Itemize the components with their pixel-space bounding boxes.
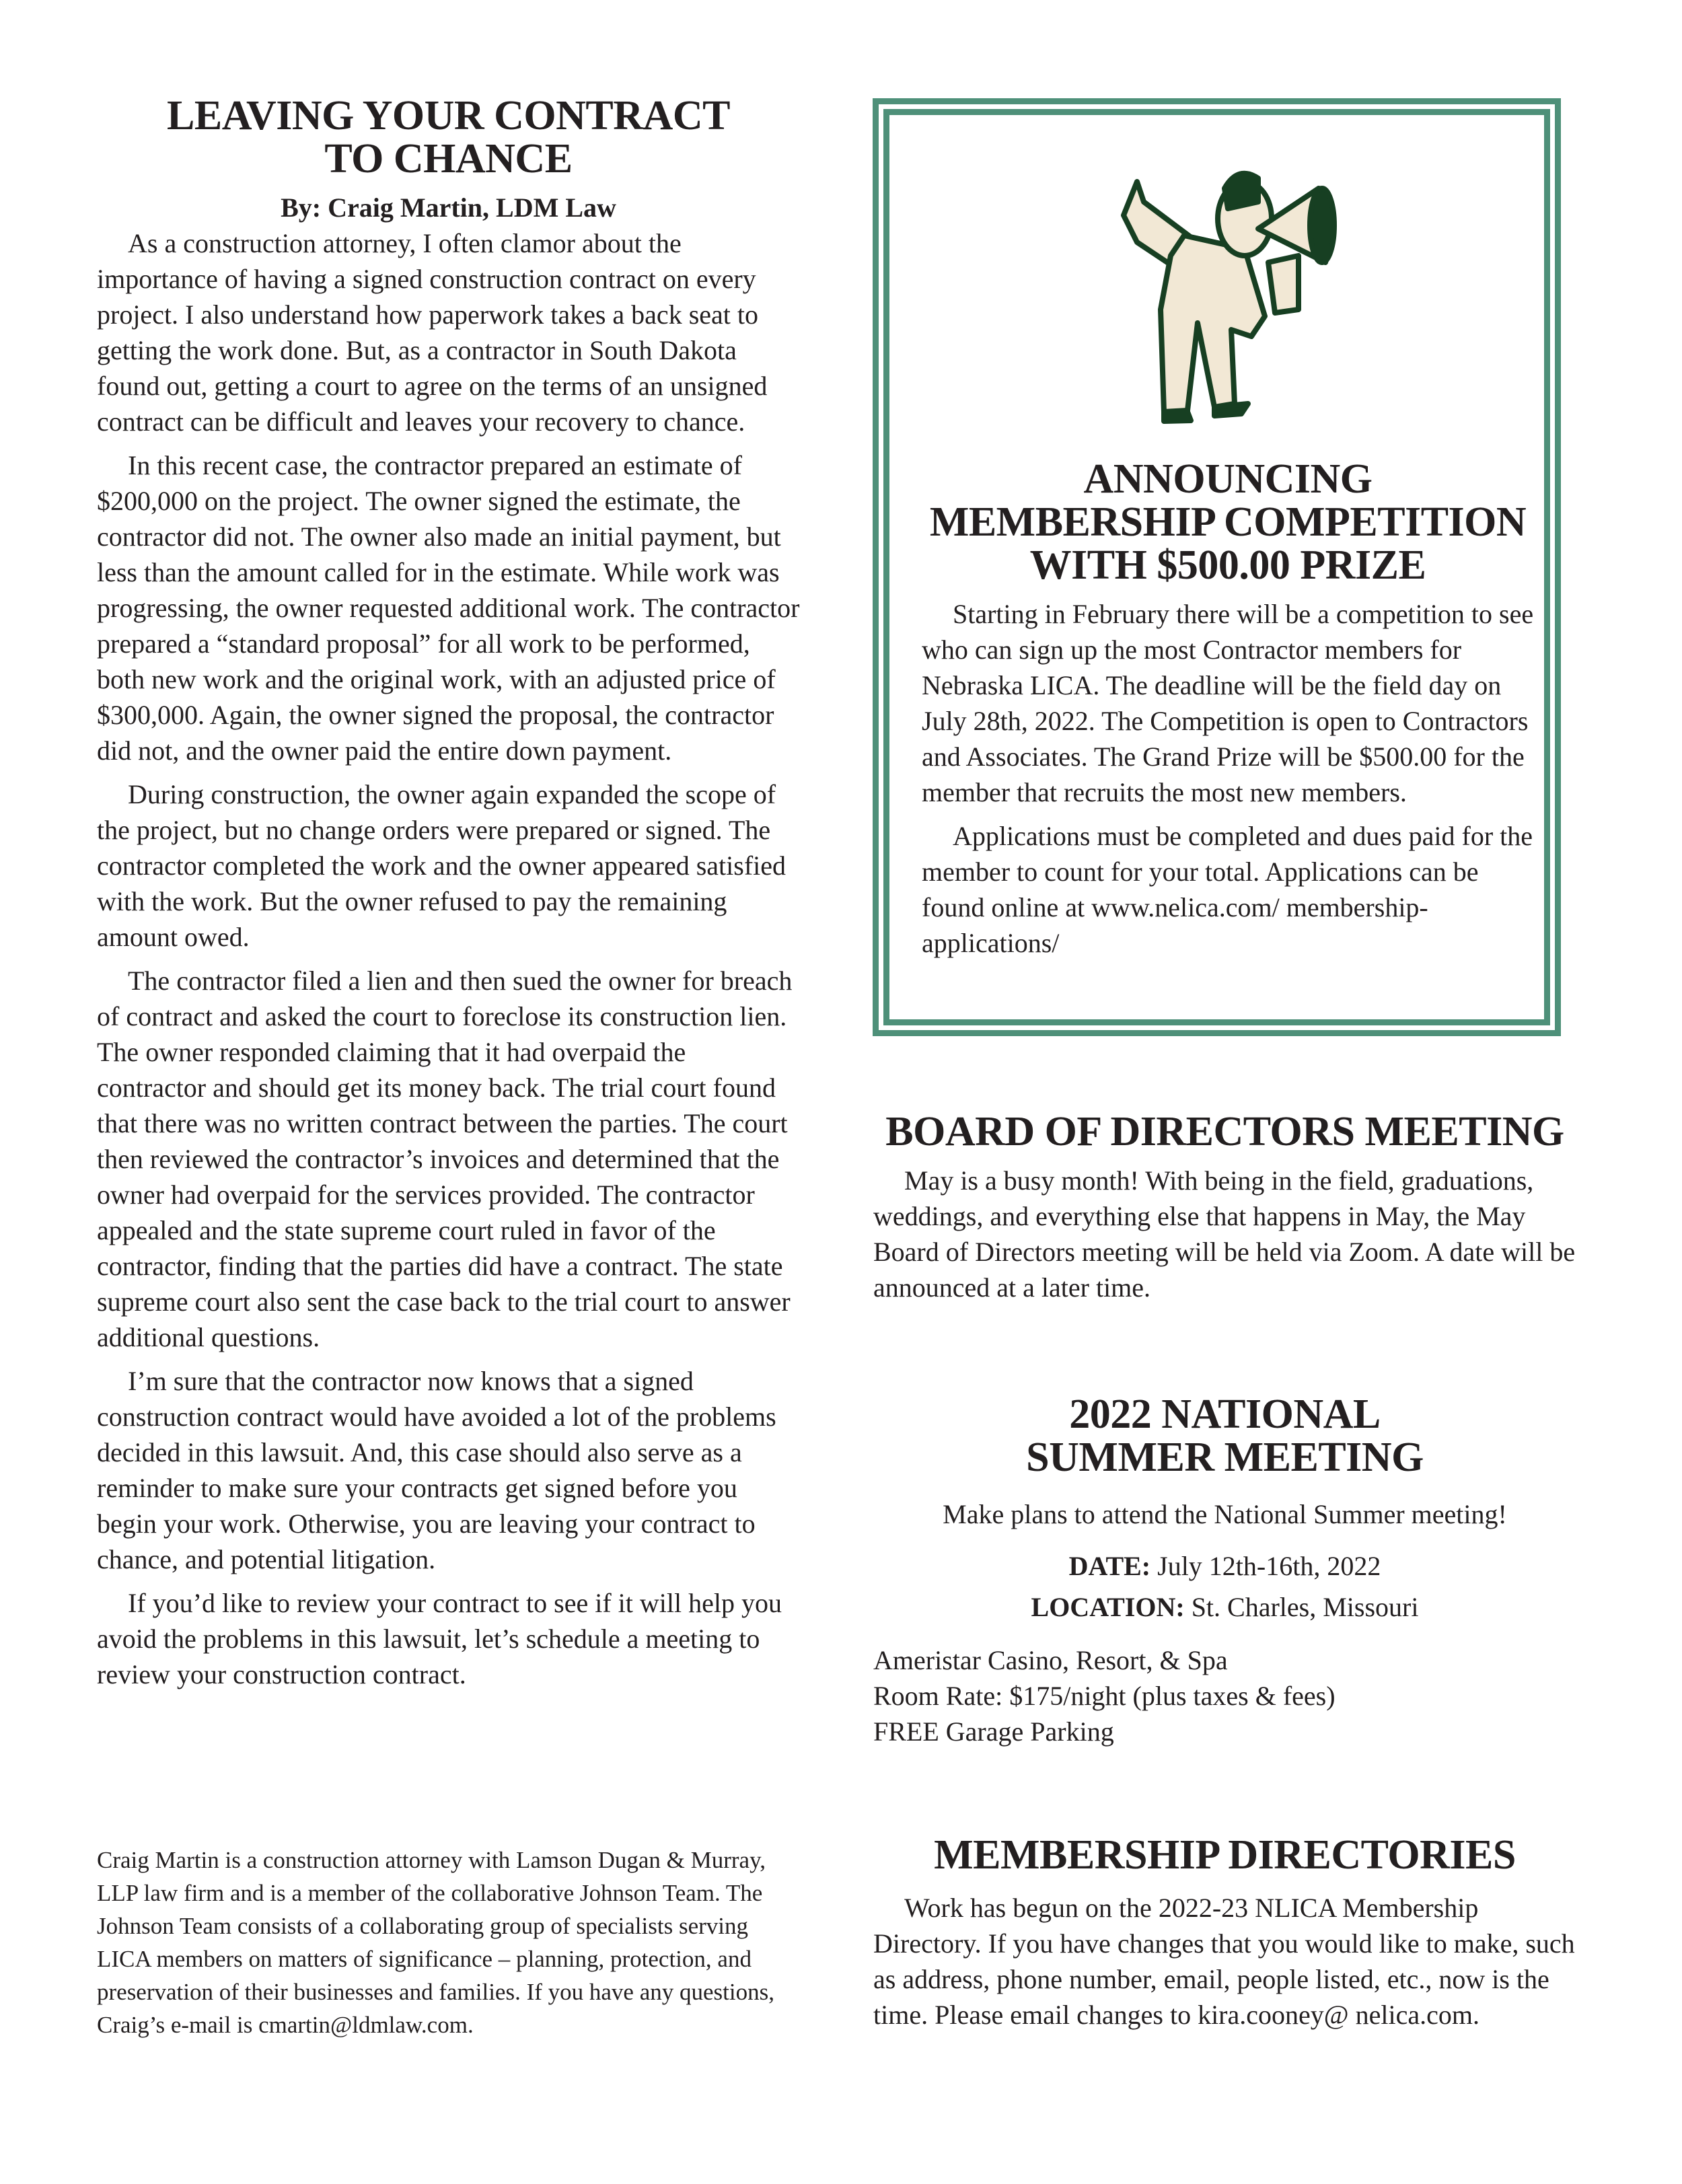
author-bio-text: Craig Martin is a construction attorney with Lamson Dugan & Murray, LLP law firm and is a member of the collaborative Johnson Team. The Johnson Team consists of a collaborating group of specialists serving LICA members on matters of significance – planning, protection, and preservation of their businesses and families. If you have any questions, Craig’s e-mail is cmartin@ldmlaw.com. <box>97 1847 774 2038</box>
article-paragraph: In this recent case, the contractor prepared an estimate of $200,000 on the project. The owner signed the estimate, the contractor did not. The owner also made an initial payment, but less than the amount called for in the estimate. While work was progressing, the owner requested additional work. The contractor prepared a “standard proposal” for all work to be performed, both new work and the original work, with an adjusted price of $300,000. Again, the owner signed the proposal, the contractor did not, and the owner paid the entire down payment. <box>97 450 800 766</box>
competition-content <box>922 458 1534 961</box>
location-value: St. Charles, Missouri <box>1191 1592 1419 1622</box>
competition-title <box>922 458 1534 587</box>
competition-paragraph: Applications must be completed and dues paid for the member to count for your total. Applications can be found online at www.nelica.com/ membership-applications/ <box>922 821 1533 958</box>
left-article <box>97 94 800 1692</box>
national-meeting-location <box>873 1589 1576 1625</box>
competition-title-line3: WITH $500.00 PRIZE <box>1029 542 1426 588</box>
board-meeting-text: May is a busy month! With being in the field, graduations, weddings, and everything else that happens in May, the May Board of Directors meeting will be held via Zoom. A date will be announced at a later time. <box>873 1165 1576 1303</box>
competition-paragraph: Starting in February there will be a competition to see who can sign up the most Contractor members for Nebraska LICA. The deadline will be the field day on July 28th, 2022. The Competition is open to Contractors and Associates. The Grand Prize will be $500.00 for the member that recruits the most new members. <box>922 599 1534 807</box>
article-title-line1: LEAVING YOUR CONTRACT <box>167 93 730 139</box>
competition-title-line2: MEMBERSHIP COMPETITION <box>929 499 1527 545</box>
national-meeting-title <box>873 1393 1576 1479</box>
date-value: July 12th-16th, 2022 <box>1157 1551 1381 1581</box>
national-meeting-date <box>873 1548 1576 1584</box>
article-paragraph: During construction, the owner again expanded the scope of the project, but no change orders were prepared or signed. The contractor completed the work and the owner appeared satisfied with the work. But the owner refused to pay the remaining amount owed. <box>97 779 787 952</box>
competition-title-line1: ANNOUNCING <box>1083 456 1373 502</box>
article-byline: By: Craig Martin, LDM Law <box>281 192 616 223</box>
megaphone-man-illustration <box>1097 161 1352 424</box>
date-label: DATE: <box>1068 1551 1151 1581</box>
national-meeting-section <box>873 1393 1576 1749</box>
article-title <box>97 94 800 180</box>
directories-text: Work has begun on the 2022-23 NLICA Membership Directory. If you have changes that you would like to make, such as address, phone number, email, people listed, etc., now is the time. Please email changes to kira.cooney@ nelica.com. <box>873 1893 1575 2030</box>
article-title-line2: TO CHANCE <box>324 136 573 182</box>
article-paragraph: I’m sure that the contractor now knows that a signed construction contract would have avoided a lot of the problems decided in this lawsuit. And, this case should also serve as a reminder to make sure your contracts get signed before you begin your work. Otherwise, you are leaving your contract to chance, and potential litigation. <box>97 1366 776 1574</box>
article-paragraph: If you’d like to review your contract to see if it will help you avoid the problems in this lawsuit, let’s schedule a meeting to review your construction contract. <box>97 1588 782 1689</box>
national-meeting-title-line2: SUMMER MEETING <box>1026 1434 1424 1480</box>
national-meeting-intro: Make plans to attend the National Summer meeting! <box>943 1499 1507 1529</box>
national-meeting-detail: Room Rate: $175/night (plus taxes & fees) <box>873 1681 1336 1711</box>
directories-section <box>873 1833 1576 2033</box>
board-meeting-title: BOARD OF DIRECTORS MEETING <box>885 1109 1564 1155</box>
location-label: LOCATION: <box>1031 1592 1185 1622</box>
author-bio <box>97 1844 800 2041</box>
article-paragraph: As a construction attorney, I often clamor about the importance of having a signed construction contract on every project. I also understand how paperwork takes a back seat to getting the work done. But, as a contractor in South Dakota found out, getting a court to agree on the terms of an unsigned contract can be difficult and leaves your recovery to chance. <box>97 228 768 437</box>
national-meeting-title-line1: 2022 NATIONAL <box>1069 1391 1381 1437</box>
article-paragraph: The contractor filed a lien and then sued the owner for breach of contract and asked the court to foreclose its construction lien. The owner responded claiming that it had overpaid the contractor and should get its money back. The trial court found that there was no written contract between the parties. The court then reviewed the contractor’s invoices and determined that the owner had overpaid for the services provided. The contractor appealed and the state supreme court ruled in favor of the contractor, finding that the parties did have a contract. The state supreme court also sent the case back to the trial court to answer additional questions. <box>97 966 793 1352</box>
national-meeting-detail: FREE Garage Parking <box>873 1716 1114 1747</box>
board-meeting-section <box>873 1110 1576 1305</box>
directories-title: MEMBERSHIP DIRECTORIES <box>934 1832 1516 1878</box>
national-meeting-detail: Ameristar Casino, Resort, & Spa <box>873 1645 1228 1675</box>
